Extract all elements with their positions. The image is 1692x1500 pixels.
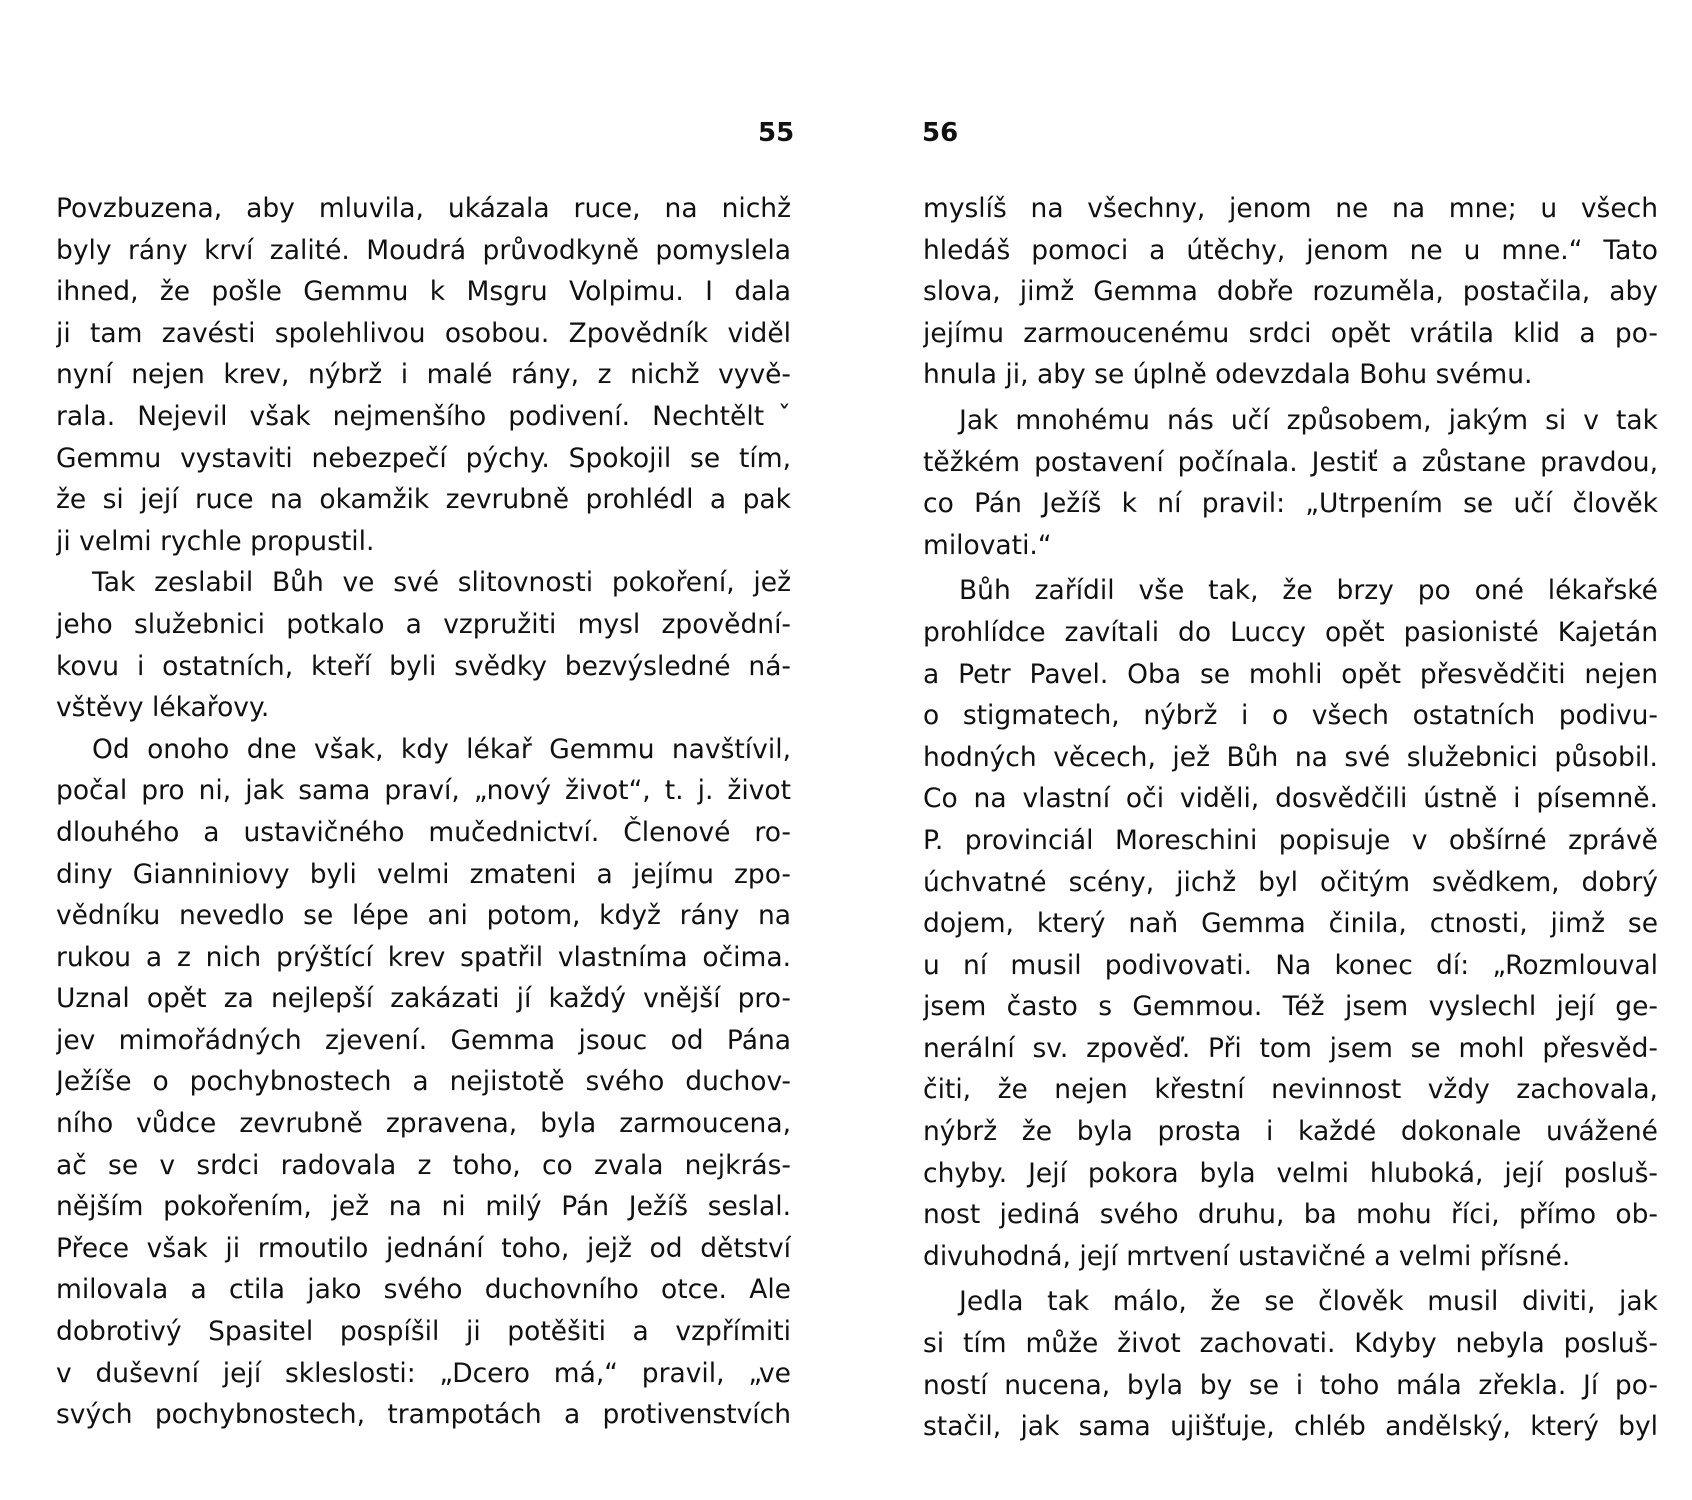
text-line: ji tam zavésti spolehlivou osobou. Zpovědník viděl <box>56 317 791 349</box>
text-line: počal pro ni, jak sama praví, „nový život“, t. j. život <box>56 775 791 807</box>
text-line: nějším pokořením, jež na ni milý Pán Ježíš seslal. <box>56 1191 791 1223</box>
text-line: o stigmatech, nýbrž i o všech ostatních podivu- <box>923 700 1658 732</box>
text-line: jeho služebnici potkalo a vzpružiti mysl zpovědní- <box>56 608 791 640</box>
text-line: svých pochybnostech, trampotách a protivenstvích <box>56 1399 791 1431</box>
text-line: u ní musil podivovati. Na konec dí: „Rozmlouval <box>923 949 1658 981</box>
text-line: slova, jimž Gemma dobře rozuměla, postačila, aby <box>923 276 1658 308</box>
text-line: diny Gianniniovy byli velmi zmateni a jejímu zpo- <box>56 858 791 890</box>
text-line: P. provinciál Moreschini popisuje v obšírné zprávě <box>923 824 1658 856</box>
text-line: dlouhého a ustavičného mučednictví. Členové ro- <box>56 816 791 848</box>
text-line: vědníku nevedlo se lépe ani potom, když rány na <box>56 900 791 932</box>
text-line: ihned, že pošle Gemmu k Msgru Volpimu. I dala <box>56 276 791 308</box>
text-line: Přece však ji rmoutilo jednání toho, jejž od dětství <box>56 1232 791 1264</box>
paragraph-start-line: Jak mnohému nás učí způsobem, jakým si v tak <box>959 404 1658 436</box>
text-line: a Petr Pavel. Oba se mohli opět přesvědčiti nejen <box>923 658 1658 690</box>
text-line: milovala a ctila jako svého duchovního otce. Ale <box>56 1274 791 1306</box>
text-line: si tím může život zachovati. Kdyby nebyla posluš- <box>923 1328 1658 1360</box>
text-line: vštěvy lékařovy. <box>56 692 270 724</box>
text-line: jev mimořádných zjevení. Gemma jsouc od Pána <box>56 1024 791 1056</box>
text-line: čiti, že nejen křestní nevinnost vždy zachovala, <box>923 1074 1658 1106</box>
text-line: stačil, jak sama ujišťuje, chléb andělský, který byl <box>923 1411 1658 1443</box>
text-line: nýbrž že byla prosta i každé dokonale uvážené <box>923 1116 1658 1148</box>
right-page-text <box>923 188 1658 1448</box>
text-line: rala. Nejevil však nejmenšího podivení. Nechtěltˇ <box>56 400 791 432</box>
text-line: co Pán Ježíš k ní pravil: „Utrpením se učí člověk <box>923 488 1658 520</box>
text-line: nost jediná svého druhu, ba mohu říci, přímo ob- <box>923 1199 1658 1231</box>
text-line: nyní nejen krev, nýbrž i malé rány, z nichž vyvě- <box>56 359 791 391</box>
text-line: ač se v srdci radovala z toho, co zvala nejkrás- <box>56 1149 791 1181</box>
paragraph-start-line: Jedla tak málo, že se člověk musil diviti, jak <box>959 1286 1658 1318</box>
text-line: myslíš na všechny, jenom ne na mne; u všech <box>923 193 1658 224</box>
right-page <box>846 0 1692 1500</box>
text-line: Povzbuzena, aby mluvila, ukázala ruce, na nichž <box>56 193 791 224</box>
text-line: milovati.“ <box>923 529 1052 561</box>
page-number-right: 56 <box>922 118 959 148</box>
text-line: dojem, který naň Gemma činila, ctnosti, jimž se <box>923 908 1658 940</box>
text-line: Ježíše o pochybnostech a nejistotě svého duchov- <box>56 1066 791 1098</box>
text-line: Uznal opět za nejlepší zakázati jí každý vnější pro- <box>56 983 791 1015</box>
text-line: hledáš pomoci a útěchy, jenom ne u mne.“ Tato <box>923 234 1658 266</box>
paragraph-start-line: Bůh zařídil vše tak, že brzy po oné lékařské <box>959 575 1658 607</box>
text-line: hodných věcech, jež Bůh na své služebnici působil. <box>923 741 1658 773</box>
text-line: těžkém postavení počínala. Jestiť a zůstane pravdou, <box>923 446 1658 478</box>
text-line: ního vůdce zevrubně zpravena, byla zarmoucena, <box>56 1108 791 1140</box>
left-page-text <box>56 188 791 1436</box>
text-line: kovu i ostatních, kteří byli svědky bezvýsledné ná- <box>56 650 791 682</box>
text-line: hnula ji, aby se úplně odevzdala Bohu svému. <box>923 359 1533 391</box>
text-line: ji velmi rychle propustil. <box>56 525 375 557</box>
text-line: že si její ruce na okamžik zevrubně prohlédl a pak <box>56 484 791 516</box>
text-line: úchvatné scény, jichž byl očitým svědkem, dobrý <box>923 866 1658 898</box>
text-line: Co na vlastní oči viděli, dosvědčili ústně i písemně. <box>923 783 1658 815</box>
text-line: nerální sv. zpověď. Při tom jsem se mohl přesvěd- <box>923 1032 1658 1064</box>
text-line: byly rány krví zalité. Moudrá průvodkyně pomyslela <box>56 234 791 266</box>
paragraph-start-line: Od onoho dne však, kdy lékař Gemmu navštívil, <box>92 733 791 765</box>
text-line: jejímu zarmoucenému srdci opět vrátila klid a po- <box>923 317 1658 349</box>
text-line: jsem často s Gemmou. Též jsem vyslechl její ge- <box>923 991 1658 1023</box>
paragraph-start-line: Tak zeslabil Bůh ve své slitovnosti pokoření, jež <box>92 567 791 599</box>
text-line: Gemmu vystaviti nebezpečí pýchy. Spokojil se tím, <box>56 442 791 474</box>
text-line: dobrotivý Spasitel pospíšil ji potěšiti a vzpřímiti <box>56 1316 791 1348</box>
text-line: ností nucena, byla by se i toho mála zřekla. Jí po- <box>923 1369 1658 1401</box>
text-line: chyby. Její pokora byla velmi hluboká, její posluš- <box>923 1157 1658 1189</box>
text-line: divuhodná, její mrtvení ustavičné a velmi přísné. <box>923 1240 1571 1272</box>
text-line: v duševní její skleslosti: „Dcero má,“ pravil, „ve <box>56 1357 791 1389</box>
page-number-left: 55 <box>758 118 795 148</box>
text-line: rukou a z nich prýštící krev spatřil vlastníma očima. <box>56 941 791 973</box>
text-line: prohlídce zavítali do Luccy opět pasionisté Kajetán <box>923 616 1658 648</box>
